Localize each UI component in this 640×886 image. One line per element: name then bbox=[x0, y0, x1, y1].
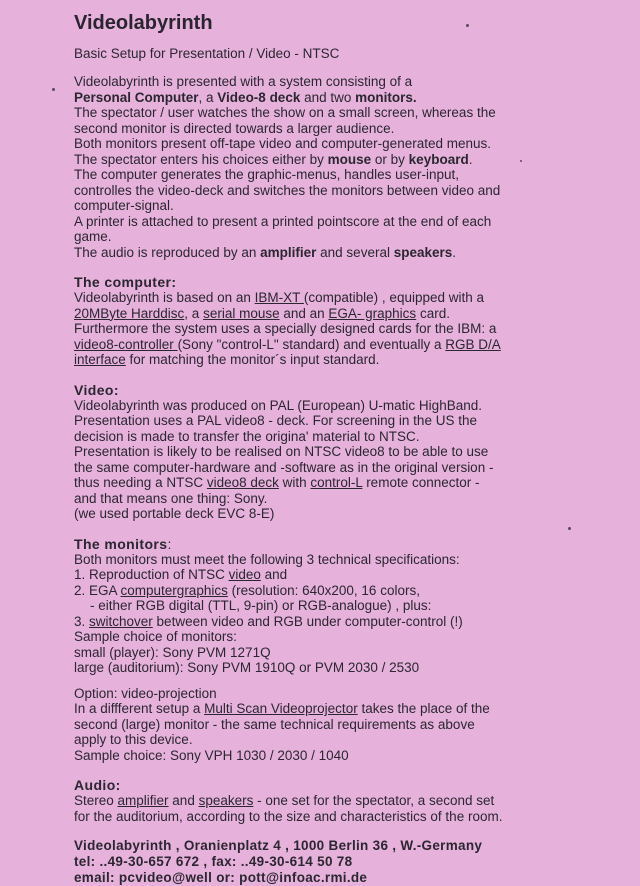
text-line: the same computer-hardware and -software as in the original version - bbox=[74, 459, 494, 475]
text-line: apply to this device. bbox=[74, 732, 193, 747]
text-line: for the auditorium, according to the size and characteristics of the room. bbox=[74, 808, 503, 824]
text-line: The computer generates the graphic-menus, handles user-input, bbox=[74, 167, 459, 182]
text-line: Sample choice of monitors: bbox=[74, 629, 237, 644]
text-line: Presentation is likely to be realised on NTSC video8 to be able to use bbox=[74, 444, 489, 459]
text-line: The spectator / user watches the show on a small screen, whereas the bbox=[74, 105, 496, 120]
computer-section bbox=[74, 274, 600, 368]
paper-speck bbox=[52, 88, 55, 91]
text-line: video8-controller (Sony "control-L" standard) and eventually a RGB D/A bbox=[74, 336, 501, 352]
text-line: Stereo amplifier and speakers - one set for the spectator, a second set bbox=[74, 793, 495, 808]
contact-footer bbox=[74, 838, 600, 886]
text-line: small (player): Sony PVM 1271Q bbox=[74, 644, 271, 660]
text-line: 2. EGA computergraphics (resolution: 640x200, 16 colors, bbox=[74, 582, 420, 598]
text-line: game. bbox=[74, 229, 112, 244]
monitors-section bbox=[74, 536, 600, 676]
footer-address: Videolabyrinth , Oranienplatz 4 , 1000 Berlin 36 , W.-Germany bbox=[74, 838, 483, 853]
paper-speck bbox=[466, 24, 469, 27]
text-line: - either RGB digital (TTL, 9-pin) or RGB-analogue) , plus: bbox=[90, 598, 432, 613]
section-heading-video: Video: bbox=[74, 381, 119, 398]
text-line: 1. Reproduction of NTSC video and bbox=[74, 567, 288, 582]
text-line: thus needing a NTSC video8 deck with control-L remote connector - bbox=[74, 475, 480, 490]
text-line: interface for matching the monitor´s input standard. bbox=[74, 352, 380, 367]
text-line: The spectator enters his choices either by mouse or by keyboard. bbox=[74, 151, 473, 167]
section-heading-audio: Audio: bbox=[74, 777, 121, 793]
text-line: Videolabyrinth is presented with a system consisting of a bbox=[74, 74, 413, 89]
text-line: In a diffferent setup a Multi Scan Videoprojector takes the place of the bbox=[74, 701, 490, 716]
option-section bbox=[74, 686, 600, 764]
paper-speck bbox=[520, 160, 522, 162]
footer-phone-fax: tel: ..49-30-657 672 , fax: ..49-30-614 50 78 bbox=[74, 854, 353, 869]
text-line: Personal Computer, a Video-8 deck and two monitors. bbox=[74, 89, 417, 105]
paper-speck bbox=[568, 527, 571, 530]
text-line: Both monitors present off-tape video and computer-generated menus. bbox=[74, 136, 491, 151]
section-heading-monitors: The monitors: bbox=[74, 535, 172, 552]
text-line: (we used portable deck EVC 8-E) bbox=[74, 506, 275, 521]
footer-email: email: pcvideo@well or: pott@infoac.rmi.de bbox=[74, 870, 368, 885]
text-line: Both monitors must meet the following 3 technical specifications: bbox=[74, 551, 460, 567]
document-title: Videolabyrinth bbox=[74, 12, 213, 34]
video-section bbox=[74, 382, 600, 522]
text-line: second (large) monitor - the same technical requirements as above bbox=[74, 716, 475, 732]
text-line: 20MByte Harddisc, a serial mouse and an EGA- graphics card. bbox=[74, 305, 450, 321]
text-line: A printer is attached to present a printed pointscore at the end of each bbox=[74, 213, 492, 229]
text-line: Videolabyrinth is based on an IBM-XT (compatible) , equipped with a bbox=[74, 290, 485, 305]
text-line: 3. switchover between video and RGB under computer-control (!) bbox=[74, 613, 463, 629]
audio-section bbox=[74, 777, 600, 824]
intro-section bbox=[74, 74, 600, 260]
text-line: second monitor is directed towards a larger audience. bbox=[74, 120, 395, 136]
text-line: Videolabyrinth was produced on PAL (European) U-matic HighBand. bbox=[74, 397, 482, 413]
text-line: controlles the video-deck and switches the monitors between video and bbox=[74, 182, 501, 198]
text-line: decision is made to transfer the origina' material to NTSC. bbox=[74, 428, 420, 444]
text-line: large (auditorium): Sony PVM 1910Q or PVM 2030 / 2530 bbox=[74, 660, 420, 675]
text-line: Furthermore the system uses a specially designed cards for the IBM: a bbox=[74, 321, 497, 336]
section-heading-computer: The computer: bbox=[74, 274, 177, 290]
text-line: The audio is reproduced by an amplifier and several speakers. bbox=[74, 244, 457, 260]
document-subtitle: Basic Setup for Presentation / Video - NTSC bbox=[74, 46, 340, 61]
text-line: Option: video-projection bbox=[74, 685, 217, 701]
text-line: computer-signal. bbox=[74, 198, 174, 213]
text-line: Presentation uses a PAL video8 - deck. For screening in the US the bbox=[74, 413, 477, 428]
text-line: and that means one thing: Sony. bbox=[74, 490, 268, 506]
text-line: Sample choice: Sony VPH 1030 / 2030 / 1040 bbox=[74, 747, 349, 763]
